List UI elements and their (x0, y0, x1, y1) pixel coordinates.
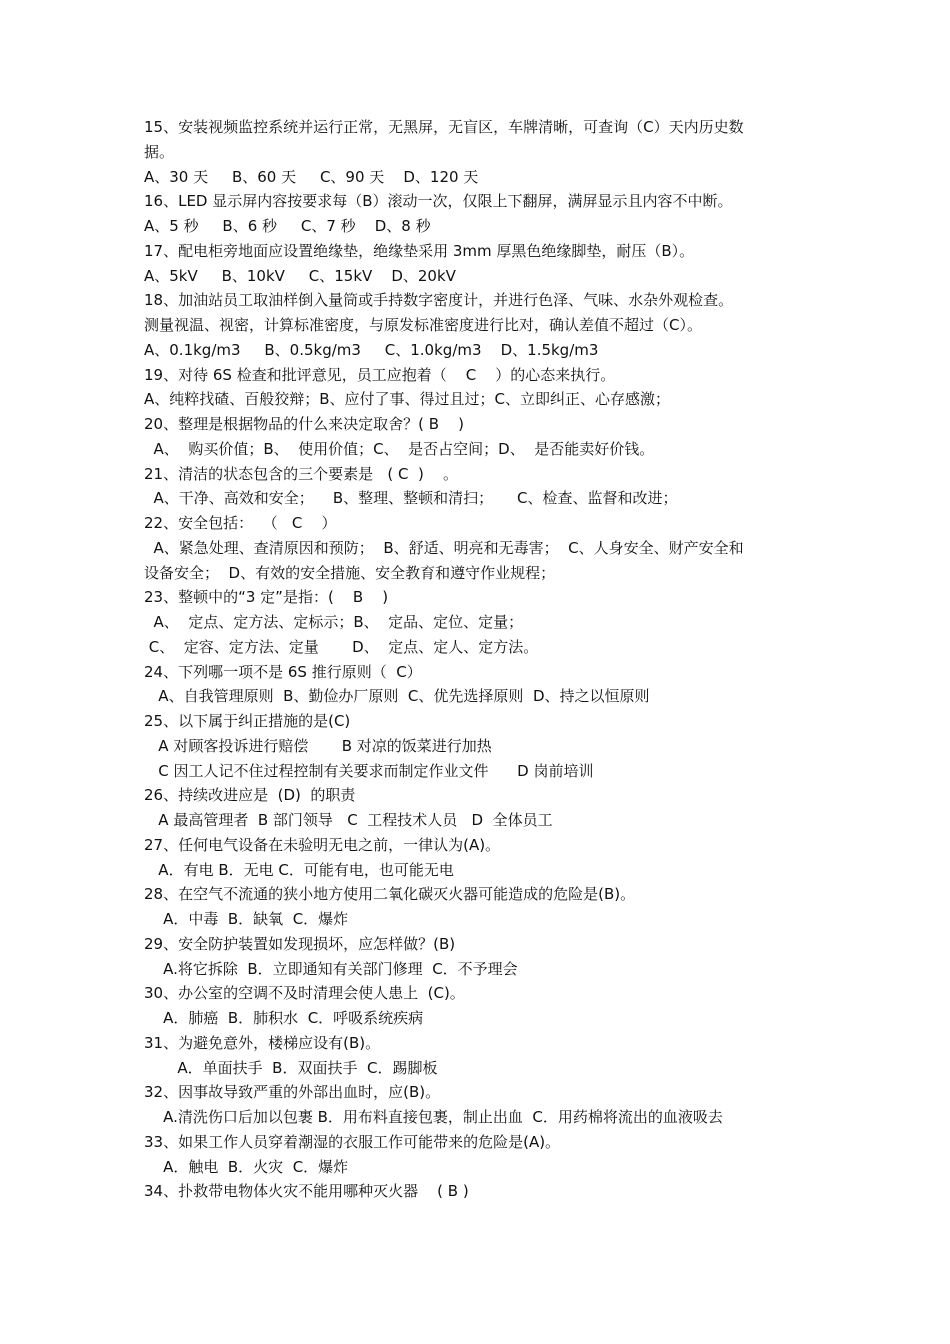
text-line: 21、清洁的状态包含的三个要素是 ( C ) 。 (144, 464, 458, 483)
text-line: A、自我管理原则 B、勤俭办厂原则 C、优先选择原则 D、持之以恒原则 (144, 687, 650, 706)
text-line: 22、安全包括： （ C ） (144, 514, 337, 532)
text-line: 26、持续改进应是 (D) 的职责 (144, 786, 356, 805)
text-line: 16、LED 显示屏内容按要求每（B）滚动一次，仅限上下翻屏，满屏显示且内容不中断。 (144, 192, 733, 211)
text-line: 29、安全防护装置如发现损坏，应怎样做？(B) (144, 934, 456, 953)
text-line: 19、对待 6S 检查和批评意见，员工应抱着（ C ）的心态来执行。 (144, 365, 616, 384)
text-line: 30、办公室的空调不及时清理会使人患上 (C)。 (144, 984, 465, 1003)
document-body (144, 115, 824, 1204)
text-line: A、纯粹找碴、百般狡辩；B、应付了事、得过且过；C、立即纠正、心存感激； (144, 390, 671, 409)
text-line: A、 购买价值；B、 使用价值；C、 是否占空间；D、 是否能卖好价钱。 (144, 439, 655, 458)
text-line: A、30 天 B、60 天 C、90 天 D、120 天 (144, 167, 479, 186)
text-line: A.清洗伤口后加以包裹 B．用布料直接包裹，制止出血 C．用药棉将流出的血液吸去 (144, 1108, 723, 1126)
text-line: 据。 (144, 142, 175, 161)
text-line: A．有电 B．无电 C．可能有电，也可能无电 (144, 860, 454, 879)
text-line: A．单面扶手 B．双面扶手 C．踢脚板 (144, 1058, 438, 1077)
text-line: A、0.1kg/m3 B、0.5kg/m3 C、1.0kg/m3 D、1.5kg/m3 (144, 340, 599, 359)
text-line: A、5kV B、10kV C、15kV D、20kV (144, 266, 456, 285)
text-line: A、紧急处理、查清原因和预防； B、舒适、明亮和无毒害； C、人身安全、财产安全和 (144, 538, 744, 557)
text-line: 25、以下属于纠正措施的是(C) (144, 712, 351, 730)
text-line: 20、整理是根据物品的什么来决定取舍？( B ) (144, 415, 464, 433)
text-line: C 因工人记不住过程控制有关要求而制定作业文件 D 岗前培训 (144, 761, 594, 780)
text-line: A．触电 B．火灾 C．爆炸 (144, 1157, 349, 1176)
text-line: 15、安装视频监控系统并运行正常，无黑屏，无盲区，车牌清晰，可查询（C）天内历史数 (144, 118, 744, 136)
text-line: 28、在空气不流通的狭小地方使用二氧化碳灭火器可能造成的危险是(B)。 (144, 885, 636, 904)
text-line: A、5 秒 B、6 秒 C、7 秒 D、8 秒 (144, 217, 431, 235)
text-line: A 最高管理者 B 部门领导 C 工程技术人员 D 全体员工 (144, 811, 553, 829)
text-line: C、 定容、定方法、定量 D、 定点、定人、定方法。 (144, 637, 539, 656)
text-line: 32、因事故导致严重的外部出血时，应(B)。 (144, 1083, 441, 1102)
text-line: A.将它拆除 B．立即通知有关部门修理 C．不予理会 (144, 959, 518, 978)
text-line: A．中毒 B．缺氧 C．爆炸 (144, 910, 349, 928)
text-line: A 对顾客投诉进行赔偿 B 对凉的饭菜进行加热 (144, 736, 492, 755)
text-line: 31、为避免意外，楼梯应设有(B)。 (144, 1033, 381, 1052)
text-line: 23、整顿中的“3 定”是指：( B ) (144, 588, 389, 607)
text-line: A、干净、高效和安全； B、整理、整顿和清扫； C、检查、监督和改进； (144, 489, 678, 508)
text-line: 18、加油站员工取油样倒入量筒或手持数字密度计，并进行色泽、气味、水杂外观检查。 (144, 291, 734, 310)
text-line: 测量视温、视密，计算标准密度，与原发标准密度进行比对，确认差值不超过（C）。 (144, 316, 702, 334)
text-line: 24、下列哪一项不是 6S 推行原则（ C） (144, 662, 422, 681)
text-line: 设备安全； D、有效的安全措施、安全教育和遵守作业规程； (144, 563, 556, 582)
text-line: A、 定点、定方法、定标示；B、 定品、定位、定量； (144, 613, 524, 631)
text-line: 27、任何电气设备在未验明无电之前，一律认为(A)。 (144, 835, 501, 854)
text-line: 34、扑救带电物体火灾不能用哪种灭火器 ( B ) (144, 1182, 469, 1201)
text-line: 17、配电柜旁地面应设置绝缘垫，绝缘垫采用 3mm 厚黑色绝缘脚垫，耐压（B）。 (144, 241, 695, 260)
text-line: 33、如果工作人员穿着潮湿的衣服工作可能带来的危险是(A)。 (144, 1132, 561, 1151)
text-line: A．肺癌 B．肺积水 C．呼吸系统疾病 (144, 1009, 424, 1027)
